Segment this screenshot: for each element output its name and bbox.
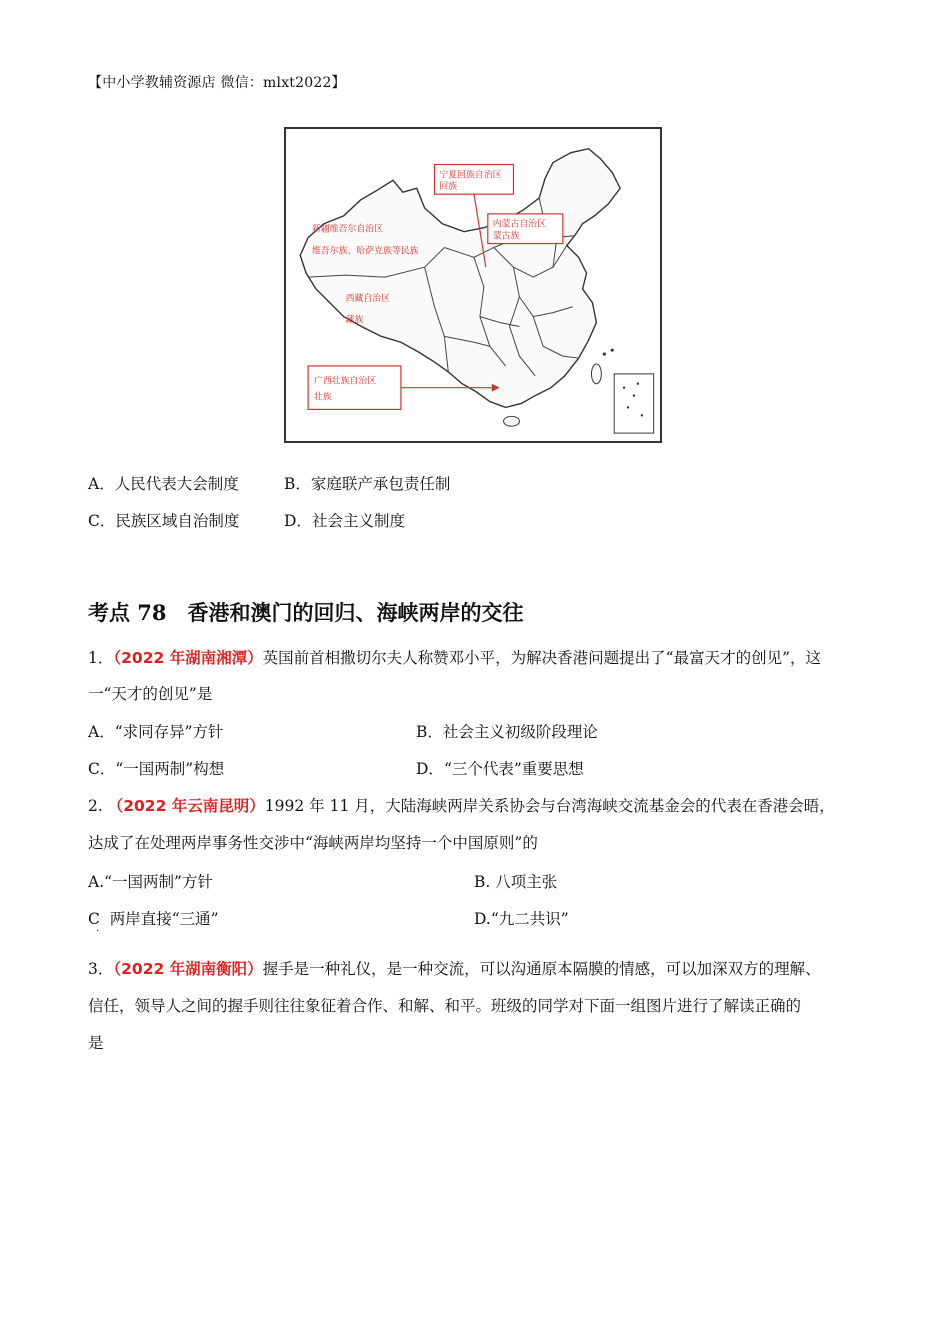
map-svg bbox=[286, 129, 660, 441]
prev-option-c: C．民族区域自治制度 bbox=[88, 512, 240, 530]
china-autonomous-regions-map bbox=[284, 127, 662, 443]
q1-option-d: D．“三个代表”重要思想 bbox=[416, 760, 584, 778]
q1-option-c: C．“一国两制”构想 bbox=[88, 760, 225, 778]
q2-option-c: C 两岸直接“三通” bbox=[88, 910, 219, 928]
prev-option-d: D．社会主义制度 bbox=[284, 512, 405, 530]
section-title: 考点 78 香港和澳门的回归、海峡两岸的交往 bbox=[88, 600, 524, 625]
label-xizang-sub: 藏族 bbox=[345, 315, 364, 326]
q3-line3: 是 bbox=[88, 1034, 104, 1052]
header-watermark: 【中小学教辅资源店 微信：mlxt2022】 bbox=[88, 75, 346, 91]
q1-option-b: B．社会主义初级阶段理论 bbox=[416, 723, 598, 741]
label-neimenggu-sub: 蒙古族 bbox=[492, 231, 520, 242]
q2-line1: 2. （2022 年云南昆明）1992 年 11 月，大陆海峡两岸关系协会与台湾海峡交流基金会的代表在香港会晤， bbox=[88, 797, 835, 815]
q2-line2: 达成了在处理两岸事务性交涉中“海峡两岸均坚持一个中国原则”的 bbox=[88, 834, 538, 852]
q2-option-a: A.“一国两制”方针 bbox=[88, 873, 213, 891]
south-sea-inset bbox=[614, 374, 653, 433]
q1-line1: 1．（2022 年湖南湘潭）英国前首相撒切尔夫人称赞邓小平，为解决香港问题提出了“最富天才的创见”，这 bbox=[88, 649, 822, 667]
q2-option-c-dot: · bbox=[96, 926, 100, 937]
q3-line1: 3．（2022 年湖南衡阳）握手是一种礼仪，是一种交流，可以沟通原本隔膜的情感，可以加深双方的理解、 bbox=[88, 960, 821, 978]
q1-line2: 一“天才的创见”是 bbox=[88, 685, 213, 703]
label-xinjiang: 新疆维吾尔自治区 bbox=[312, 224, 384, 235]
label-xinjiang-sub: 维吾尔族、哈萨克族等民族 bbox=[312, 246, 419, 257]
label-ningxia: 宁夏回族自治区 bbox=[439, 170, 502, 181]
prev-option-a: A．人民代表大会制度 bbox=[88, 475, 239, 493]
label-guangxi-sub: 壮族 bbox=[314, 392, 332, 403]
q2-option-b: B. 八项主张 bbox=[474, 873, 558, 891]
q1-option-a: A．“求同存异”方针 bbox=[88, 723, 224, 741]
label-guangxi: 广西壮族自治区 bbox=[314, 376, 377, 387]
q3-source: （2022 年湖南衡阳） bbox=[113, 960, 263, 978]
label-neimenggu: 内蒙古自治区 bbox=[492, 219, 546, 230]
q3-line2: 信任，领导人之间的握手则往往象征着合作、和解、和平。班级的同学对下面一组图片进行了解读正确的 bbox=[88, 997, 802, 1015]
prev-option-b: B．家庭联产承包责任制 bbox=[284, 475, 451, 493]
q2-option-d: D.“九二共识” bbox=[474, 910, 569, 928]
label-xizang: 西藏自治区 bbox=[345, 293, 391, 304]
label-ningxia-sub: 回族 bbox=[439, 182, 458, 193]
q1-source: （2022 年湖南湘潭） bbox=[113, 649, 263, 667]
q2-source: （2022 年云南昆明） bbox=[107, 797, 265, 815]
